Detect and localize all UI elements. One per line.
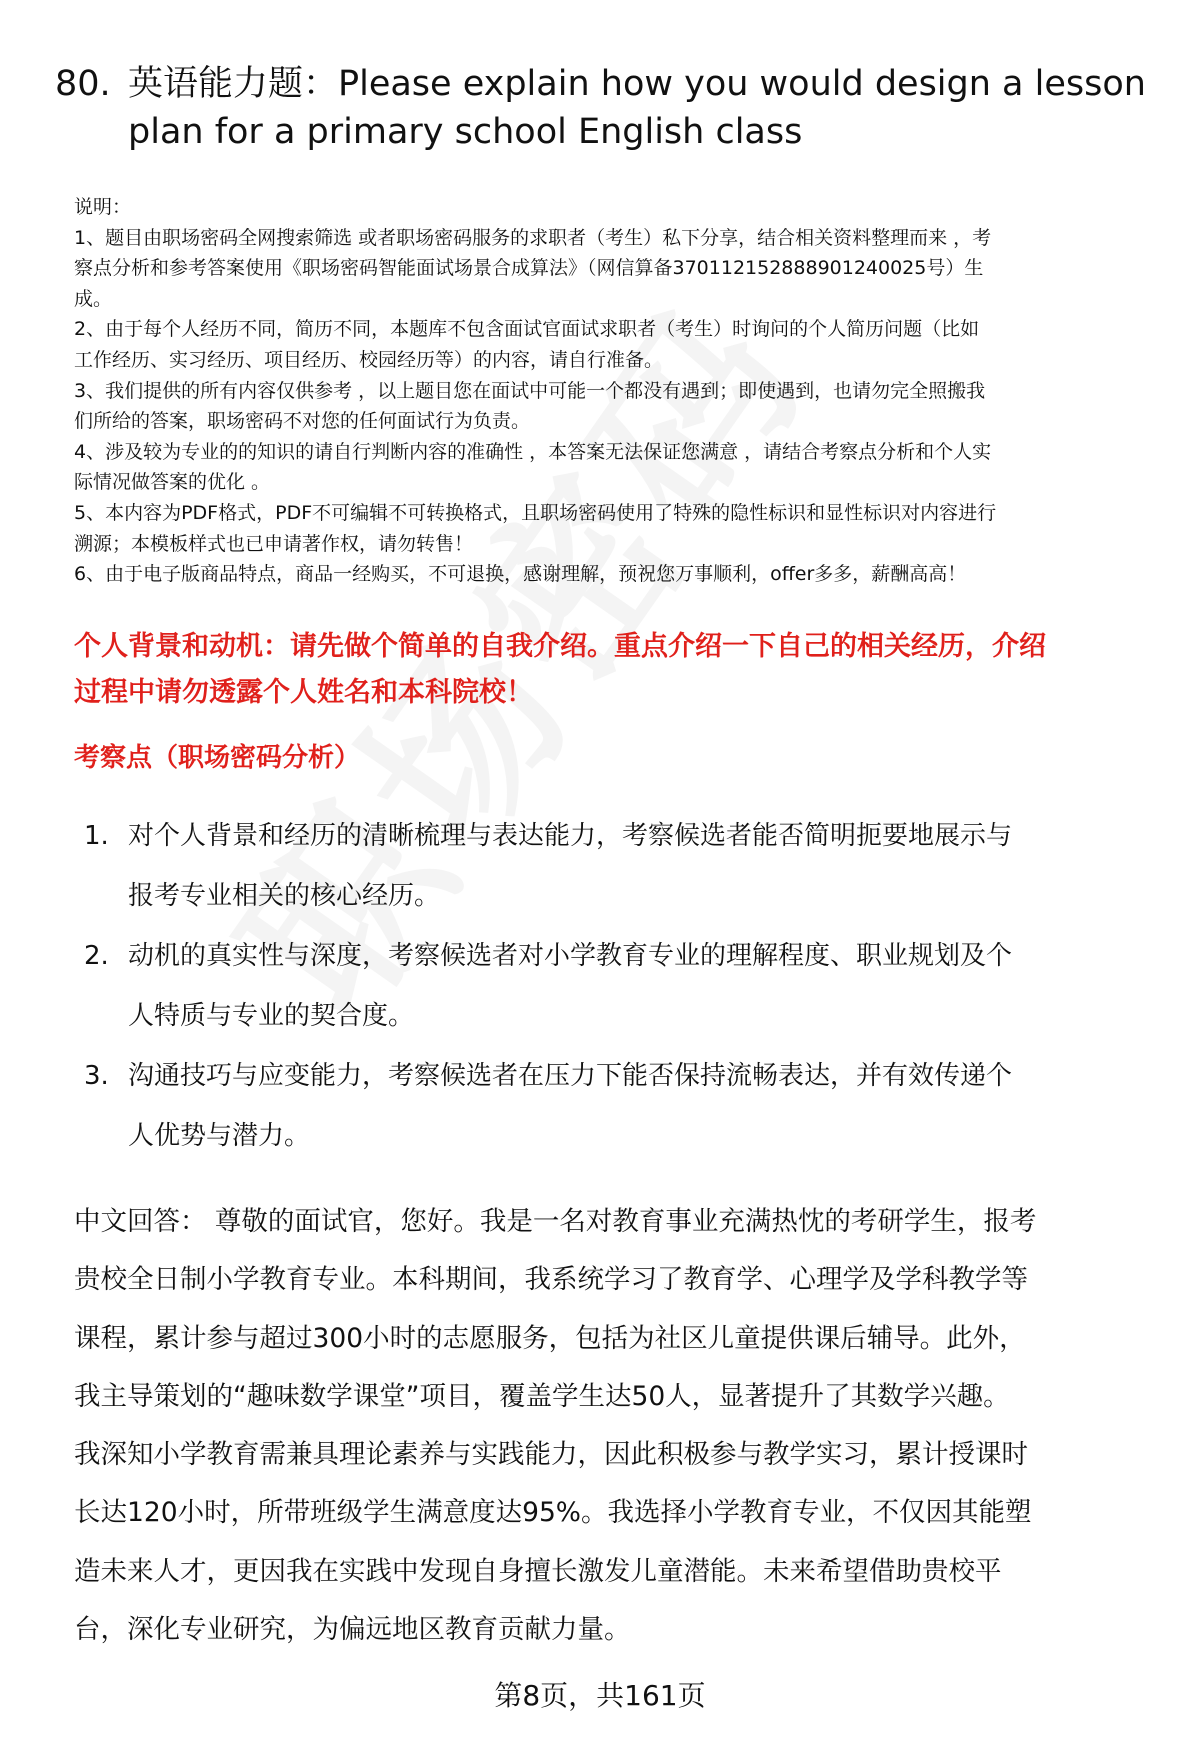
list-item-line: 对个人背景和经历的清晰梳理与表达能力，考察候选者能否简明扼要地展示与 xyxy=(128,821,1013,851)
list-item-line: 报考专业相关的核心经历。 xyxy=(128,881,441,911)
notes-line: 溯源；本模板样式也已申请著作权，请勿转售！ xyxy=(74,532,474,555)
notes-line: 们所给的答案，职场密码不对您的任何面试行为负责。 xyxy=(74,410,531,433)
analysis-heading: 考察点（职场密码分析） xyxy=(74,743,361,773)
list-item-line: 沟通技巧与应变能力，考察候选者在压力下能否保持流畅表达，并有效传递个 xyxy=(128,1061,1013,1091)
list-item-line: 人特质与专业的契合度。 xyxy=(128,1001,415,1031)
question-line: 英语能力题：Please explain how you would design a lesson xyxy=(128,64,1146,104)
list-item xyxy=(84,1046,1012,1166)
list-item-line: 人优势与潜力。 xyxy=(128,1121,311,1151)
notes-line: 1、题目由职场密码全网搜索筛选 或者职场密码服务的求职者（考生）私下分享，结合相关资料整理而来 ，考 xyxy=(74,226,992,249)
notes-line: 2、由于每个人经历不同，简历不同，本题库不包含面试官面试求职者（考生）时询问的个人简历问题（比如 xyxy=(74,318,980,341)
list-item-line: 动机的真实性与深度，考察候选者对小学教育专业的理解程度、职业规划及个 xyxy=(128,941,1013,971)
page-number: 第8页，共161页 xyxy=(494,1679,706,1712)
answer-section xyxy=(74,1193,1036,1659)
notes-line: 察点分析和参考答案使用《职场密码智能面试场景合成算法》（网信算备370112152888901240025号）生 xyxy=(74,257,984,280)
question-line: plan for a primary school English class xyxy=(128,112,803,152)
notes-line: 5、本内容为PDF格式，PDF不可编辑不可转换格式，且职场密码使用了特殊的隐性标识和显性标识对内容进行 xyxy=(74,501,997,524)
answer-line: 台，深化专业研究，为偏远地区教育贡献力量。 xyxy=(74,1614,631,1646)
notes-line: 4、涉及较为专业的的知识的请自行判断内容的准确性 ，本答案无法保证您满意 ，请结合考察点分析和个人实 xyxy=(74,440,992,463)
background-question-line: 个人背景和动机：请先做个简单的自我介绍。重点介绍一下自己的相关经历，介绍 xyxy=(74,631,1046,662)
notes-heading: 说明： xyxy=(74,196,132,218)
answer-line: 课程，累计参与超过300小时的志愿服务，包括为社区儿童提供课后辅导。此外， xyxy=(74,1322,1026,1354)
list-item xyxy=(84,806,1012,926)
notes-line: 6、由于电子版商品特点，商品一经购买，不可退换，感谢理解，预祝您万事顺利，offer多多，薪酬高高！ xyxy=(74,563,967,586)
notes-line: 成。 xyxy=(74,287,113,310)
notes-section xyxy=(74,192,1164,590)
question-number: 80. xyxy=(55,64,111,104)
answer-line: 贵校全日制小学教育专业。本科期间，我系统学习了教育学、心理学及学科教学等 xyxy=(74,1264,1028,1296)
notes-line: 工作经历、实习经历、项目经历、校园经历等）的内容，请自行准备。 xyxy=(74,348,664,371)
answer-line: 我深知小学教育需兼具理论素养与实践能力，因此积极参与教学实习，累计授课时 xyxy=(74,1439,1028,1471)
list-item xyxy=(84,926,1012,1046)
list-item-number: 3. xyxy=(84,1061,109,1091)
background-question xyxy=(74,624,1046,716)
analysis-list xyxy=(84,806,1012,1166)
answer-line: 长达120小时，所带班级学生满意度达95%。我选择小学教育专业，不仅因其能塑 xyxy=(74,1497,1032,1529)
notes-line: 3、我们提供的所有内容仅供参考 ，以上题目您在面试中可能一个都没有遇到；即使遇到，也请勿完全照搬我 xyxy=(74,379,986,402)
list-item-number: 1. xyxy=(84,821,109,851)
notes-line: 际情况做答案的优化 。 xyxy=(74,471,271,494)
answer-line: 中文回答： 尊敬的面试官，您好。我是一名对教育事业充满热忱的考研学生，报考 xyxy=(74,1206,1037,1237)
answer-line: 造未来人才，更因我在实践中发现自身擅长激发儿童潜能。未来希望借助贵校平 xyxy=(74,1555,1002,1587)
question-title xyxy=(55,60,1165,156)
list-item-number: 2. xyxy=(84,941,109,971)
background-question-line: 过程中请勿透露个人姓名和本科院校！ xyxy=(74,677,533,708)
answer-line: 我主导策划的“趣味数学课堂”项目，覆盖学生达50人，显著提升了其数学兴趣。 xyxy=(74,1380,1010,1412)
